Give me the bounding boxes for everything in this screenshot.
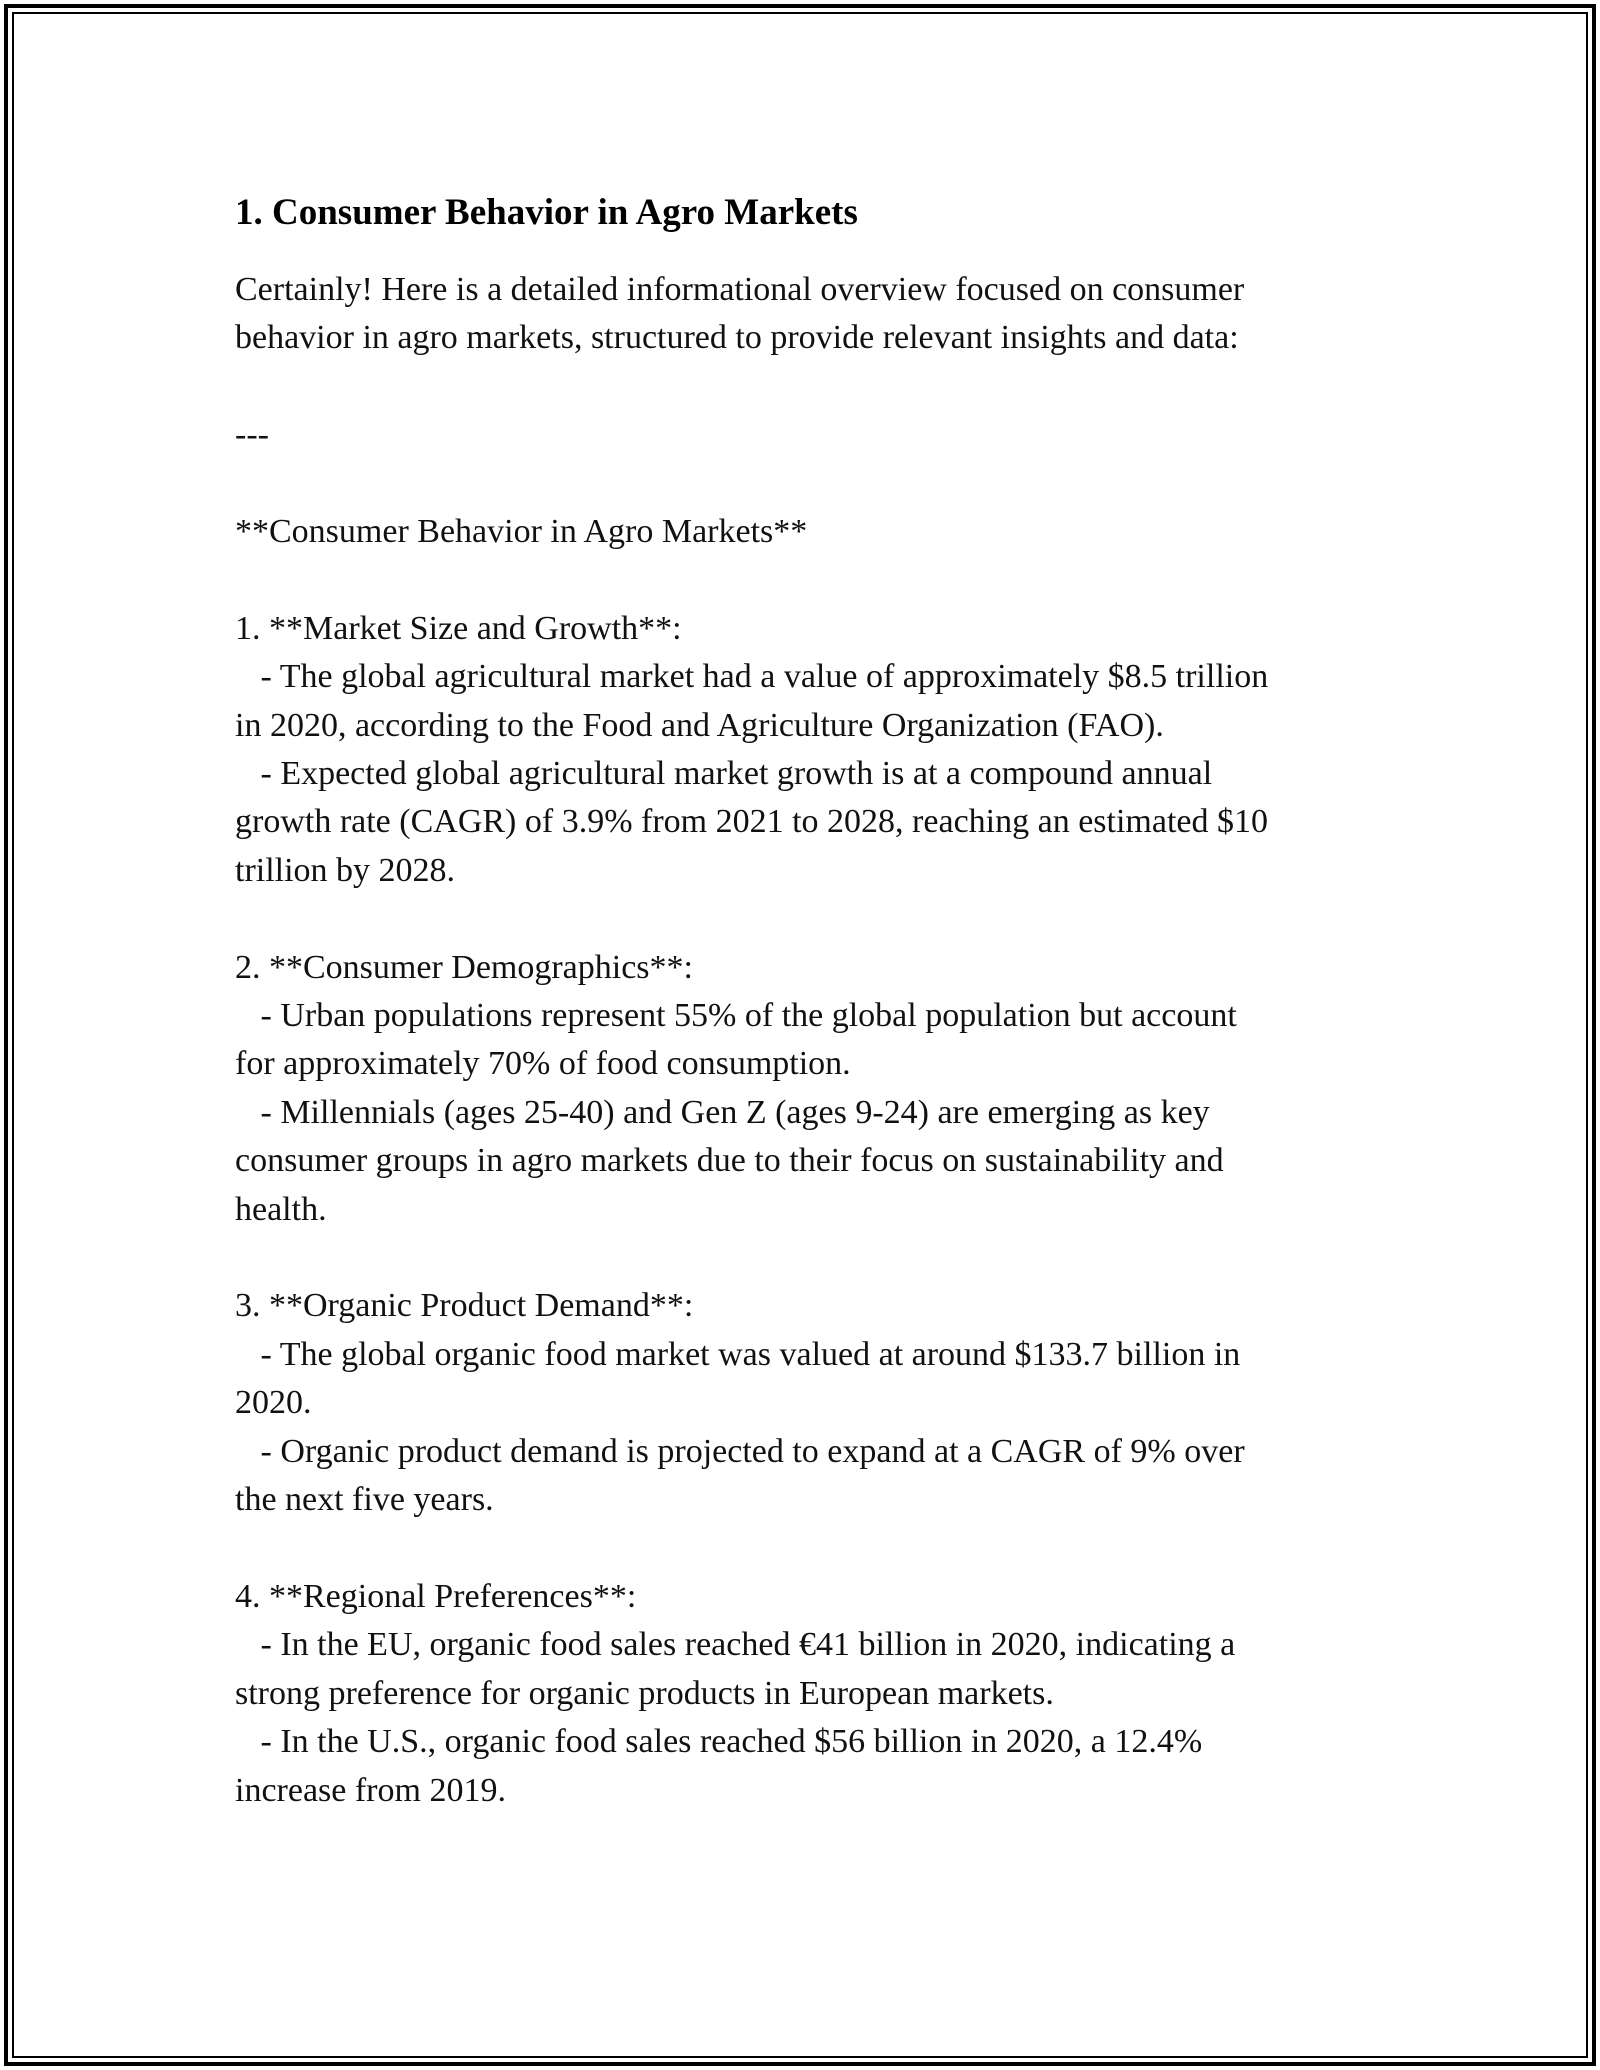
text-line: - In the U.S., organic food sales reached $56 billion in 2020, a 12.4%: [235, 1723, 1203, 1761]
list-heading-market-size: 1. **Market Size and Growth**:: [235, 609, 682, 647]
text-line: increase from 2019.: [235, 1771, 506, 1809]
text-line: in 2020, according to the Food and Agriculture Organization (FAO).: [235, 706, 1164, 744]
text-line: - Urban populations represent 55% of the global population but account: [235, 997, 1237, 1035]
blank-line: [235, 460, 1365, 508]
text-line: 2020.: [235, 1384, 312, 1422]
document-heading: 1. Consumer Behavior in Agro Markets: [235, 192, 858, 233]
blank-line: [235, 1234, 1365, 1282]
blank-line: [235, 1524, 1365, 1572]
list-heading-organic-demand: 3. **Organic Product Demand**:: [235, 1287, 694, 1325]
text-line: consumer groups in agro markets due to their focus on sustainability and: [235, 1142, 1224, 1180]
text-line: - The global organic food market was valued at around $133.7 billion in: [235, 1335, 1241, 1373]
blank-line: [235, 895, 1365, 943]
text-line: - Organic product demand is projected to expand at a CAGR of 9% over: [235, 1432, 1245, 1470]
text-line: - The global agricultural market had a value of approximately $8.5 trillion: [235, 658, 1269, 696]
text-line: behavior in agro markets, structured to provide relevant insights and data:: [235, 319, 1239, 357]
section-title: **Consumer Behavior in Agro Markets**: [235, 513, 808, 550]
blank-line: [235, 556, 1365, 604]
text-line: - Expected global agricultural market growth is at a compound annual: [235, 755, 1213, 793]
document-body: [235, 185, 1365, 1815]
text-line: Certainly! Here is a detailed informational overview focused on consumer: [235, 271, 1245, 308]
text-line: growth rate (CAGR) of 3.9% from 2021 to 2028, reaching an estimated $10: [235, 803, 1268, 841]
list-heading-regional: 4. **Regional Preferences**:: [235, 1577, 637, 1615]
document-text: [235, 266, 1365, 1815]
text-line: - In the EU, organic food sales reached €41 billion in 2020, indicating a: [235, 1626, 1236, 1664]
text-line: - Millennials (ages 25-40) and Gen Z (ages 9-24) are emerging as key: [235, 1093, 1210, 1131]
text-line: for approximately 70% of food consumption.: [235, 1045, 851, 1083]
separator-line: ---: [235, 416, 269, 454]
text-line: health.: [235, 1190, 327, 1228]
blank-line: [235, 363, 1365, 411]
text-line: the next five years.: [235, 1481, 494, 1519]
list-heading-demographics: 2. **Consumer Demographics**:: [235, 948, 693, 986]
text-line: strong preference for organic products in European markets.: [235, 1674, 1054, 1712]
text-line: trillion by 2028.: [235, 851, 456, 889]
